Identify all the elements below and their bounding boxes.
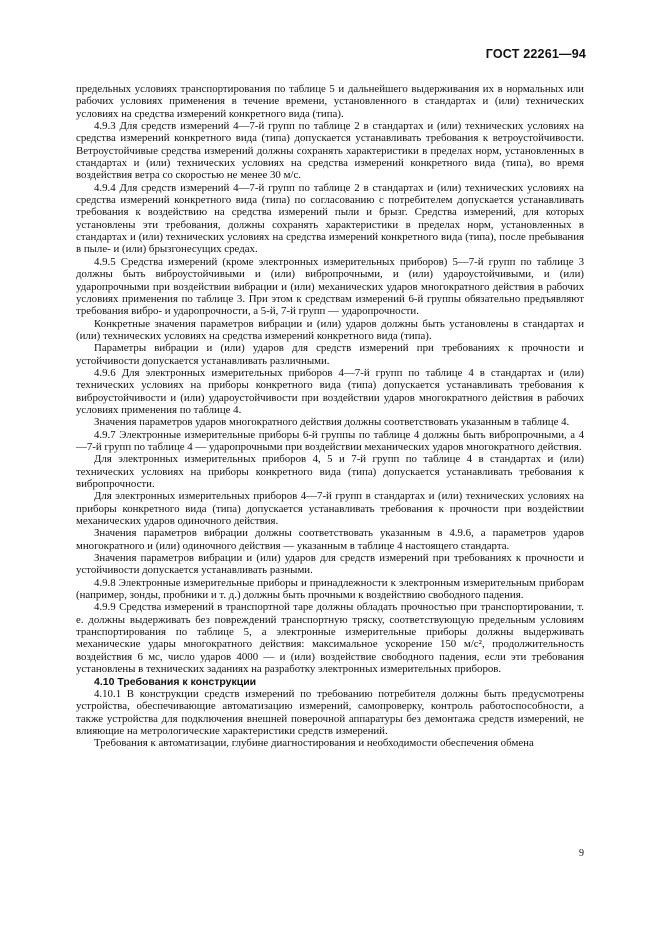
paragraph-4-9-6: 4.9.6 Для электронных измерительных приборов 4—7-й групп по таблице 4 в стандартах и (или) технических условиях на приборы конкретного вида (типа) допускается устанавливать требования к виброустойчивости и (или) удароустойчивости при воздействии ударов многократного действия в рабочих условиях применения по таблице 4.: [76, 366, 584, 416]
paragraph: Конкретные значения параметров вибрации и (или) ударов должны быть установлены в стандартах и (или) технических условиях на средства измерений конкретного вида (типа).: [76, 317, 584, 342]
paragraph: Значения параметров вибрации и (или) ударов для средств измерений при требованиях к прочности и устойчивости допускается устанавливать разными.: [76, 552, 584, 577]
paragraph: Значения параметров ударов многократного действия должны соответствовать указанным в таблице 4.: [94, 416, 570, 429]
section-heading-4-10: 4.10 Требования к конструкции: [94, 675, 257, 688]
paragraph-4-10-1: 4.10.1 В конструкции средств измерений по требованию потребителя должны быть предусмотрены устройства, обеспечивающие автоматизацию измерений, самопроверку, контроль работоспособности, а также устройства для подключения внешней поверочной аппаратуры без демонтажа средств измерений, не влияющие на метрологические характеристики средств измерений.: [76, 687, 584, 737]
paragraph-4-9-4: 4.9.4 Для средств измерений 4—7-й групп по таблице 2 в стандартах и (или) технических условиях на средства измерений конкретного вида (типа) по согласованию с потребителем допускается устанавливать требования к воздействию на средства измерений пыли и брызг. Средства измерений, для которых установлены эти требования, должны сохранять характеристики в пределах норм, установленных в стандартах и (или) технических условиях на средства измерений конкретного вида (типа), после пребывания в пыле- и (или) брызгонесущих средах.: [76, 181, 584, 256]
paragraph: Для электронных измерительных приборов 4, 5 и 7-й групп по таблице 4 в стандартах и (или) технических условиях на приборы конкретного вида (типа) допускается устанавливать требования к вибропрочности.: [76, 453, 584, 490]
paragraph-continuation: предельных условиях транспортирования по таблице 5 и дальнейшего выдерживания их в нормальных или рабочих условиях применения в течение времени, установленного в стандартах и (или) технических условиях на средства измерений конкретного вида (типа).: [76, 83, 584, 120]
document-header: ГОСТ 22261—94: [485, 47, 586, 61]
paragraph-4-9-9: 4.9.9 Средства измерений в транспортной таре должны обладать прочностью при транспортировании, т. е. должны выдерживать без повреждений транспортную тряску, соответствующую предельным условиям транспортирования по таблице 5, а электронные измерительные приборы должны выдерживать механические удары многократного действия: максимальное ускорение 150 м/с², продолжительность воздействия 6 мс, число ударов 4000 — и (или) воздействие свободного падения, если эти требования установлены в технических заданиях на разработку электронных измерительных приборов.: [76, 601, 584, 676]
paragraph: Для электронных измерительных приборов 4—7-й групп в стандартах и (или) технических условиях на приборы конкретного вида (типа) допускается устанавливать требования к прочности при воздействии механических ударов одиночного действия.: [76, 490, 584, 528]
page-number: 9: [579, 848, 584, 859]
paragraph: Требования к автоматизации, глубине диагностирования и необходимости обеспечения обмена: [94, 737, 534, 750]
paragraph: Параметры вибрации и (или) ударов для средств измерений при требованиях к прочности и устойчивости допускается устанавливать различными.: [76, 342, 584, 367]
paragraph-4-9-8: 4.9.8 Электронные измерительные приборы и принадлежности к электронным измерительным приборам (например, зонды, пробники и т. д.) должны быть прочными к воздействию свободного падения.: [76, 576, 584, 602]
paragraph-4-9-3: 4.9.3 Для средств измерений 4—7-й групп по таблице 2 в стандартах и (или) технических условиях на средства измерений конкретного вида (типа) допускается устанавливать требования к ветроустойчивости. Ветроустойчивые средства измерений должны сохранять характеристики в пределах норм, установленных в стандартах и (или) технических условиях на средства измерений конкретного вида (типа), во время воздействия ветра со скоростью не менее 30 м/с.: [76, 120, 584, 182]
paragraph-4-9-7: 4.9.7 Электронные измерительные приборы 6-й группы по таблице 4 должны быть вибропрочными, а 4—7-й групп по таблице 4 — ударопрочными при воздействии механических ударов многократного действия.: [76, 428, 584, 453]
paragraph-4-9-5: 4.9.5 Средства измерений (кроме электронных измерительных приборов) 5—7-й групп по таблице 3 должны быть виброустойчивыми и (или) вибропрочными, и (или) удароустойчивыми, и (или) ударопрочными при воздействии вибрации и (или) механических ударов многократного действия в рабочих условиях применения по таблице 3. При этом к средствам измерений 6-й группы обязательно предъявляют требования вибро- и ударопрочности, а 5-й, 7-й групп — ударопрочности.: [76, 255, 584, 318]
document-body: [76, 83, 584, 750]
paragraph: Значения параметров вибрации должны соответствовать указанным в 4.9.6, а параметров ударов многократного и (или) одиночного действия — указанным в таблице 4 настоящего стандарта.: [76, 527, 584, 552]
